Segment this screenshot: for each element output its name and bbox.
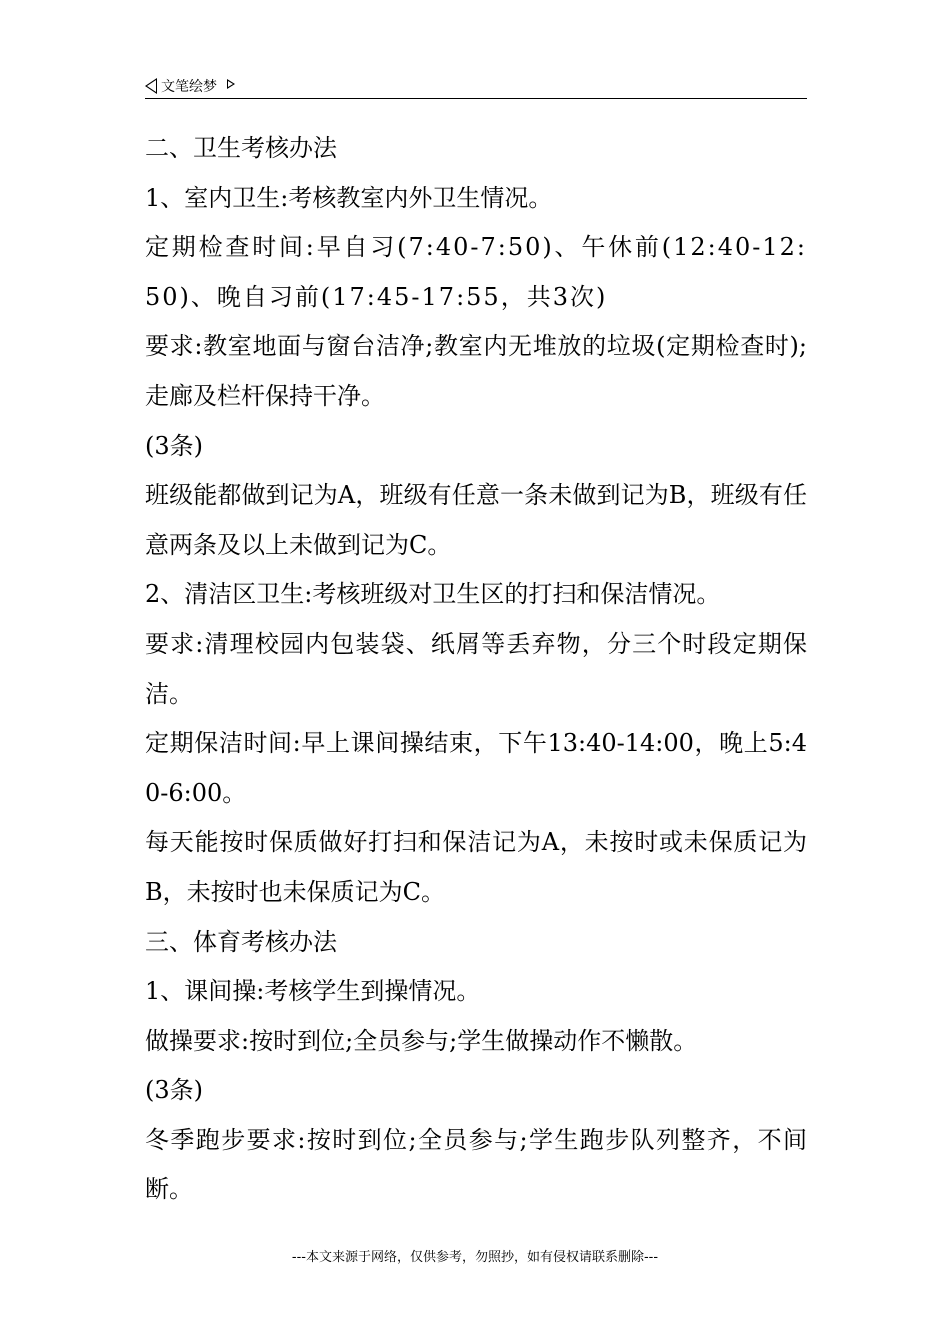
header-brand-text: 文笔绘梦: [161, 79, 217, 95]
section-heading: 二、卫生考核办法: [145, 134, 337, 162]
section-heading: 三、体育考核办法: [145, 927, 337, 956]
page-header: [145, 70, 807, 99]
paragraph: 2、清洁区卫生:考核班级对卫生区的打扫和保洁情况。: [145, 580, 721, 609]
paragraph: 定期检查时间:早自习(7:40-7:50)、午休前(12:40-12:50)、晚自习前(17:45-17:55，共3次): [145, 233, 807, 311]
triangle-right-icon: [227, 79, 235, 89]
paragraph: 1、课间操:考核学生到操情况。: [145, 977, 481, 1006]
page-footer: ---本文来源于网络，仅供参考，勿照抄，如有侵权请联系删除---: [291, 1250, 659, 1265]
paragraph: 班级能都做到记为A，班级有任意一条未做到记为B，班级有任意两条及以上未做到记为C。: [145, 481, 807, 559]
paragraph: 1、室内卫生:考核教室内外卫生情况。: [145, 183, 553, 212]
paragraph: (3条): [145, 1076, 203, 1105]
document-body: [145, 124, 807, 1215]
paragraph: (3条): [145, 431, 203, 460]
paragraph: 每天能按时保质做好打扫和保洁记为A，未按时或未保质记为B，未按时也未保质记为C。: [145, 828, 807, 906]
paragraph: 冬季跑步要求:按时到位;全员参与;学生跑步队列整齐，不间断。: [145, 1125, 807, 1204]
paragraph: 要求:清理校园内包装袋、纸屑等丢弃物，分三个时段定期保洁。: [145, 629, 807, 708]
paragraph: 要求:教室地面与窗台洁净;教室内无堆放的垃圾(定期检查时);走廊及栏杆保持干净。: [145, 332, 807, 410]
paragraph: 定期保洁时间:早上课间操结束，下午13:40-14:00，晚上5:40-6:00。: [145, 729, 807, 807]
triangle-left-icon: [145, 78, 157, 94]
header-brand: [145, 76, 235, 96]
paragraph: 做操要求:按时到位;全员参与;学生做操动作不懒散。: [145, 1026, 698, 1055]
